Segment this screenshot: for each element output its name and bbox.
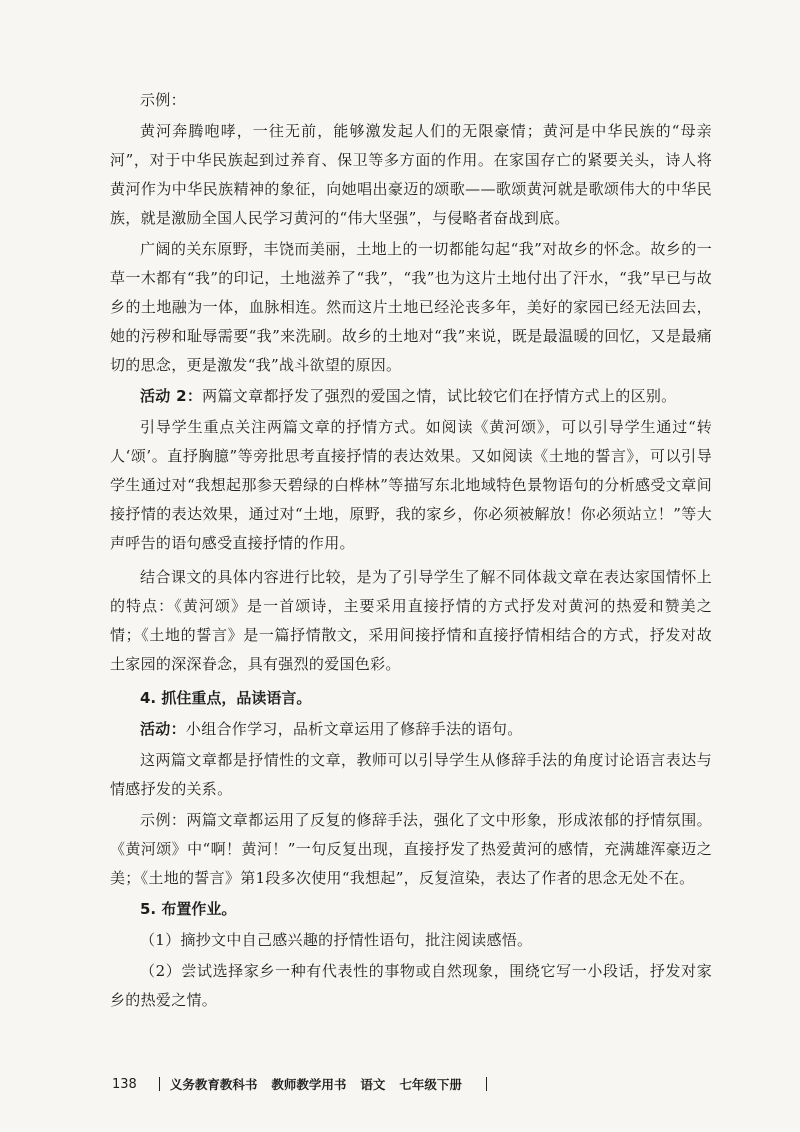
example-paragraph-homeland: 广阔的关东原野，丰饶而美丽，土地上的一切都能勾起“我”对故乡的怀念。故乡的一草一木都有“我”的印记，土地滋养了“我”，“我”也为这片土地付出了汗水，“我”早已与故乡的土地融为一体，血脉相连。然而这片土地已经沦丧多年，美好的家园已经无法回去，她的污秽和耻辱需要“我”来洗刷。故乡的土地对“我”来说，既是最温暖的回忆，又是最痛切的思念，更是激发“我”战斗欲望的原因。 bbox=[110, 240, 712, 374]
section-4-paragraph: 这两篇文章都是抒情性的文章，教师可以引导学生从修辞手法的角度讨论语言表达与情感抒发的关系。 bbox=[110, 751, 712, 798]
section-4-activity-text: 小组合作学习，品析文章运用了修辞手法的语句。 bbox=[185, 720, 523, 738]
page-number: 138 bbox=[112, 1076, 137, 1092]
section-4-example bbox=[110, 806, 712, 893]
homework-item-1: （1）摘抄文中自己感兴趣的抒情性语句，批注阅读感悟。 bbox=[140, 931, 533, 949]
activity-2-paragraph-guidance: 引导学生重点关注两篇文章的抒情方式。如阅读《黄河颂》，可以引导学生通过“转人‘颂’。直抒胸臆”等旁批思考直接抒情的表达效果。又如阅读《土地的誓言》，可以引导学生通过对“我想起那参天碧绿的白桦林”等描写东北地域特色景物语句的分析感受文章间接抒情的表达效果，通过对“土地，原野，我的家乡，你必须被解放！你必须站立！”等大声呼告的语句感受直接抒情的作用。 bbox=[110, 418, 712, 552]
section-5-heading: 5. 布置作业。 bbox=[140, 900, 237, 918]
homework-item-2: （2）尝试选择家乡一种有代表性的事物或自然现象，围绕它写一小段话，抒发对家乡的热爱之情。 bbox=[110, 962, 712, 1009]
footer-book-type: 教师教学用书 bbox=[271, 1077, 347, 1092]
footer-divider-end bbox=[486, 1077, 487, 1091]
example-paragraph-yellow-river: 黄河奔腾咆哮，一往无前，能够激发起人们的无限豪情；黄河是中华民族的“母亲河”，对于中华民族起到过养育、保卫等多方面的作用。在家国存亡的紧要关头，诗人将黄河作为中华民族精神的象征，向她唱出豪迈的颂歌——歌颂黄河就是歌颂伟大的中华民族，就是激励全国人民学习黄河的“伟大坚强”，与侵略者奋战到底。 bbox=[110, 122, 712, 227]
example-label: 示例： bbox=[140, 91, 186, 109]
section-4-example-text: 两篇文章都运用了反复的修辞手法，强化了文中形象，形成浓郁的抒情氛围。《黄河颂》中“啊！黄河！”一句反复出现，直接抒发了热爱黄河的感情，充满雄浑豪迈之美；《土地的誓言》第1段多次使用“我想起”，反复渲染，表达了作者的思念无处不在。 bbox=[110, 811, 712, 887]
section-4-activity-label: 活动： bbox=[140, 720, 186, 738]
section-4-activity bbox=[110, 715, 712, 744]
page-footer bbox=[112, 1073, 497, 1095]
body-text bbox=[110, 86, 712, 1015]
activity-2-paragraph-comparison: 结合课文的具体内容进行比较，是为了引导学生了解不同体裁文章在表达家国情怀上的特点：《黄河颂》是一首颂诗，主要采用直接抒情的方式抒发对黄河的热爱和赞美之情；《土地的誓言》是一篇抒情散文，采用间接抒情和直接抒情相结合的方式，抒发对故土家园的深深眷念，具有强烈的爱国色彩。 bbox=[110, 568, 712, 673]
footer-subject: 语文 bbox=[360, 1077, 386, 1092]
footer-divider bbox=[159, 1077, 160, 1091]
activity-2 bbox=[110, 382, 712, 411]
activity-2-text: 两篇文章都抒发了强烈的爱国之情，试比较它们在抒情方式上的区别。 bbox=[202, 387, 677, 405]
section-4-example-label: 示例： bbox=[140, 811, 187, 829]
section-4-heading: 4. 抓住重点，品读语言。 bbox=[140, 689, 312, 707]
footer-grade: 七年级下册 bbox=[399, 1077, 462, 1092]
footer-book-series: 义务教育教科书 bbox=[169, 1077, 258, 1092]
activity-2-label: 活动 2： bbox=[140, 387, 203, 405]
